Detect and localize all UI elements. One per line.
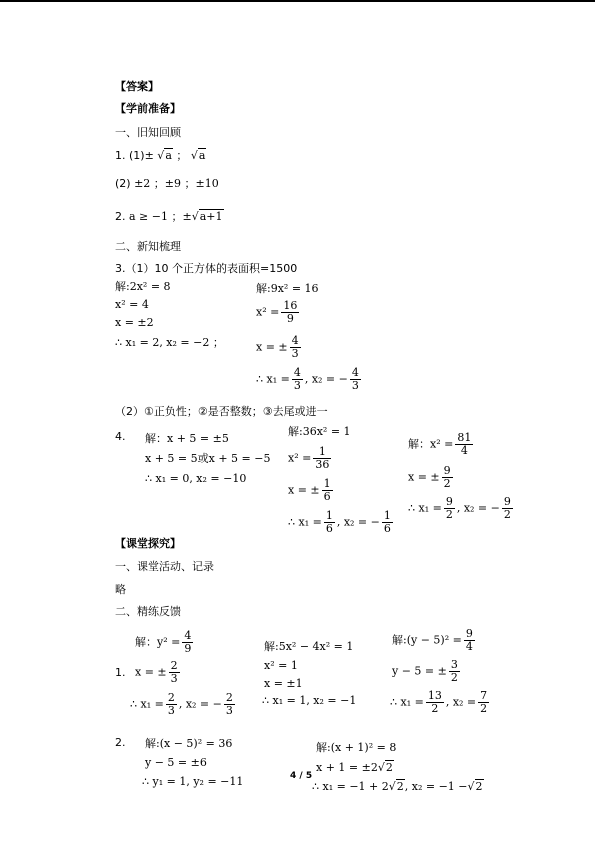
eq-f1: 解：y² = $\frac{4}{9}$: [135, 629, 192, 655]
eq-h2: y − 5 = ± $\frac{3}{2}$: [392, 658, 458, 684]
eq-c3: ∴ x₁ = 0, x₂ = −10: [145, 472, 247, 485]
eq-h1: 解:(y − 5)² = $\frac{9}{4}$: [392, 627, 473, 653]
heading-class: 【课堂探究】: [115, 537, 181, 550]
eq-i2: y − 5 = ±6: [145, 756, 207, 769]
heading-answer: 【答案】: [115, 80, 159, 93]
section-activity: 一、课堂活动、记录: [115, 560, 214, 573]
eq-b1: 解:9x² = 16: [256, 282, 319, 295]
top-rule: [0, 0, 595, 2]
eq-a1: 解:2x² = 8: [115, 280, 171, 293]
eq-i3: ∴ y₁ = 1, y₂ = −11: [142, 775, 244, 788]
section-practice: 二、精练反馈: [115, 605, 181, 618]
eq-d1: 解:36x² = 1: [288, 425, 351, 438]
q3-title: 3.（1）10 个正方体的表面积=1500: [115, 262, 298, 275]
q4-num: 4.: [115, 430, 126, 443]
section-review: 一、旧知回顾: [115, 126, 181, 139]
eq-g4: ∴ x₁ = 1, x₂ = −1: [262, 694, 357, 707]
p2-num: 2.: [115, 736, 126, 749]
q3b-text: （2）①正负性；②是否整数；③去尾或进一: [115, 405, 328, 418]
eq-a4: ∴ x₁ = 2, x₂ = −2 ；: [115, 336, 224, 349]
eq-e1: 解：x² = $\frac{81}{4}$: [408, 431, 472, 457]
eq-g2: x² = 1: [264, 659, 298, 672]
eq-b3: x = ± $\frac{4}{3}$: [256, 334, 299, 360]
eq-j1: 解:(x + 1)² = 8: [316, 741, 397, 754]
q2-prefix: 2.: [115, 210, 126, 223]
q1b-prefix: (2): [115, 177, 131, 190]
q2-text: a ≥ −1 ；±: [129, 210, 192, 223]
page-number: 4 / 5: [290, 771, 313, 781]
q1a-line: 1. (1)± √a ； √a: [115, 149, 206, 162]
heading-pre: 【学前准备】: [115, 102, 181, 115]
eq-a3: x = ±2: [115, 316, 154, 329]
q2-rad: a+1: [199, 210, 223, 223]
p1-num: 1.: [115, 666, 126, 679]
eq-b2: x² = $\frac{16}{9}$: [256, 299, 298, 325]
eq-d4: ∴ x₁ = $\frac{1}{6}$ , x₂ = − $\frac{1}{6}$: [288, 509, 391, 535]
eq-d2: x² = $\frac{1}{36}$: [288, 445, 330, 471]
eq-c2: x + 5 = 5或x + 5 = −5: [145, 452, 271, 465]
eq-d3: x = ± $\frac{1}{6}$: [288, 477, 331, 503]
eq-b4: ∴ x₁ = $\frac{4}{3}$ , x₂ = − $\frac{4}{3}$: [256, 366, 359, 392]
q1b-text: ±2 ；±9 ；±10: [134, 177, 219, 190]
eq-g1: 解:5x² − 4x² = 1: [264, 640, 354, 653]
lue-text: 略: [115, 583, 126, 596]
eq-j3: ∴ x₁ = −1 + 2√2, x₂ = −1 −√2: [312, 780, 483, 793]
eq-f2: x = ± $\frac{2}{3}$: [135, 659, 178, 685]
eq-g3: x = ±1: [264, 677, 303, 690]
eq-e2: x = ± $\frac{9}{2}$: [408, 464, 451, 490]
eq-a2: x² = 4: [115, 298, 149, 311]
section-new: 二、新知梳理: [115, 240, 181, 253]
q1a-rad: a: [165, 149, 172, 162]
eq-c1: 解：x + 5 = ±5: [145, 432, 229, 445]
q2-line: 2. a ≥ −1 ；±√a+1: [115, 210, 223, 223]
eq-j2: x + 1 = ±2√2: [316, 761, 393, 774]
eq-e3: ∴ x₁ = $\frac{9}{2}$ , x₂ = − $\frac{9}{2}$: [408, 495, 511, 521]
q1a-prefix: 1. (1): [115, 149, 145, 162]
q1a-sep: ；: [176, 149, 188, 162]
q1a-rad2: a: [198, 149, 206, 162]
eq-h3: ∴ x₁ = $\frac{13}{2}$ , x₂ = $\frac{7}{2}$: [390, 689, 488, 715]
q1b-line: [115, 177, 219, 191]
eq-f3: ∴ x₁ = $\frac{2}{3}$ , x₂ = − $\frac{2}{3}$: [130, 691, 233, 717]
q1a-pm: ±: [144, 149, 154, 162]
eq-i1: 解:(x − 5)² = 36: [145, 737, 233, 750]
